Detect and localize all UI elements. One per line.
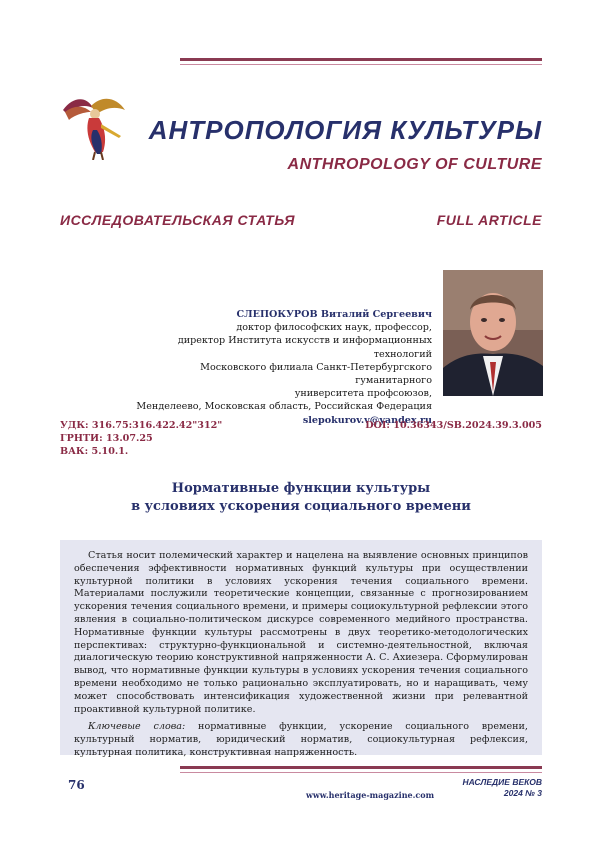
website-link[interactable]: www.heritage-magazine.com	[306, 790, 435, 800]
page-number: 76	[68, 778, 85, 792]
author-position-2: Московского филиала Санкт-Петербургского гуманитарного	[200, 361, 432, 387]
footer-journal	[463, 777, 542, 799]
article-title-line-2: в условиях ускорения социального времени	[131, 499, 471, 514]
section-type-en: FULL ARTICLE	[436, 212, 542, 228]
journal-title-ru: АНТРОПОЛОГИЯ КУЛЬТУРЫ	[148, 115, 542, 145]
abstract-box	[60, 540, 542, 758]
top-rule-thin	[180, 64, 542, 65]
udk-code: УДК: 316.75:316.422.42"312"	[60, 420, 223, 431]
journal-title-en: ANTHROPOLOGY OF CULTURE	[287, 156, 542, 173]
author-info	[132, 308, 432, 427]
keywords-paragraph	[74, 721, 528, 759]
author-position-1: директор Института искусств и информационных технологий	[177, 335, 432, 360]
keywords-text: нормативные функции, ускорение социального времени, культурный норматив, юридический норматив, социокультурная рефлексия, культурная политика, конструктивная напряженность.	[74, 721, 528, 758]
footer-journal-name: НАСЛЕДИЕ ВЕКОВ	[462, 777, 542, 787]
article-title	[60, 480, 542, 516]
author-email-link[interactable]: slepokurov.v@yandex.ru	[302, 414, 432, 426]
author-name: СЛЕПОКУРОВ Виталий Сергеевич	[236, 309, 432, 320]
footer-issue: 2024 № 3	[503, 788, 542, 798]
angel-logo-icon	[55, 90, 130, 160]
article-title-line-1: Нормативные функции культуры	[171, 481, 431, 496]
top-rule-thick	[180, 58, 542, 61]
grnti-code: ГРНТИ: 13.07.25	[60, 433, 153, 444]
doi-link[interactable]: DOI: 10.36343/SB.2024.39.3.005	[365, 420, 542, 431]
footer-rule-thin	[180, 772, 542, 773]
footer-rule-thick	[180, 766, 542, 769]
author-portrait	[443, 270, 543, 396]
author-position-3: университета профсоюзов,	[294, 388, 432, 400]
meta-left	[60, 419, 222, 458]
section-type-ru: ИССЛЕДОВАТЕЛЬСКАЯ СТАТЬЯ	[60, 212, 295, 228]
keywords-label: Ключевые слова:	[88, 721, 186, 733]
abstract-text: Статья носит полемический характер и нацелена на выявление основных принципов обеспечения эффективности нормативных функций культуры при осуществлении культурной политики в условиях ускорения течения социального времени. Материалами послужили теоретические концепции, связанные с прогнозированием ускорения течения социального времени, и примеры социокультурной рефлексии этого явления в социально-политическом дискурсе современного медийного пространства. Нормативные функции культуры рассмотрены в двух теоретико-методологических перспективах: структурно-функциональной и системно-деятельностной, включая диалогическую теорию конструктивной напряженности А. С. Ахиезера. Сформулирован вывод, что нормативные функции культуры в условиях ускорения течения социального времени необходимо не только рационально эксплуатировать, но и наращивать, чему может способствовать интенсификация художественной жизни при релевантной проактивной культурной политике.	[74, 550, 528, 715]
author-location: Менделеево, Московская область, Российская Федерация	[136, 401, 432, 413]
author-degree: доктор философских наук, профессор,	[236, 322, 432, 334]
vak-code: ВАК: 5.10.1.	[60, 446, 129, 457]
